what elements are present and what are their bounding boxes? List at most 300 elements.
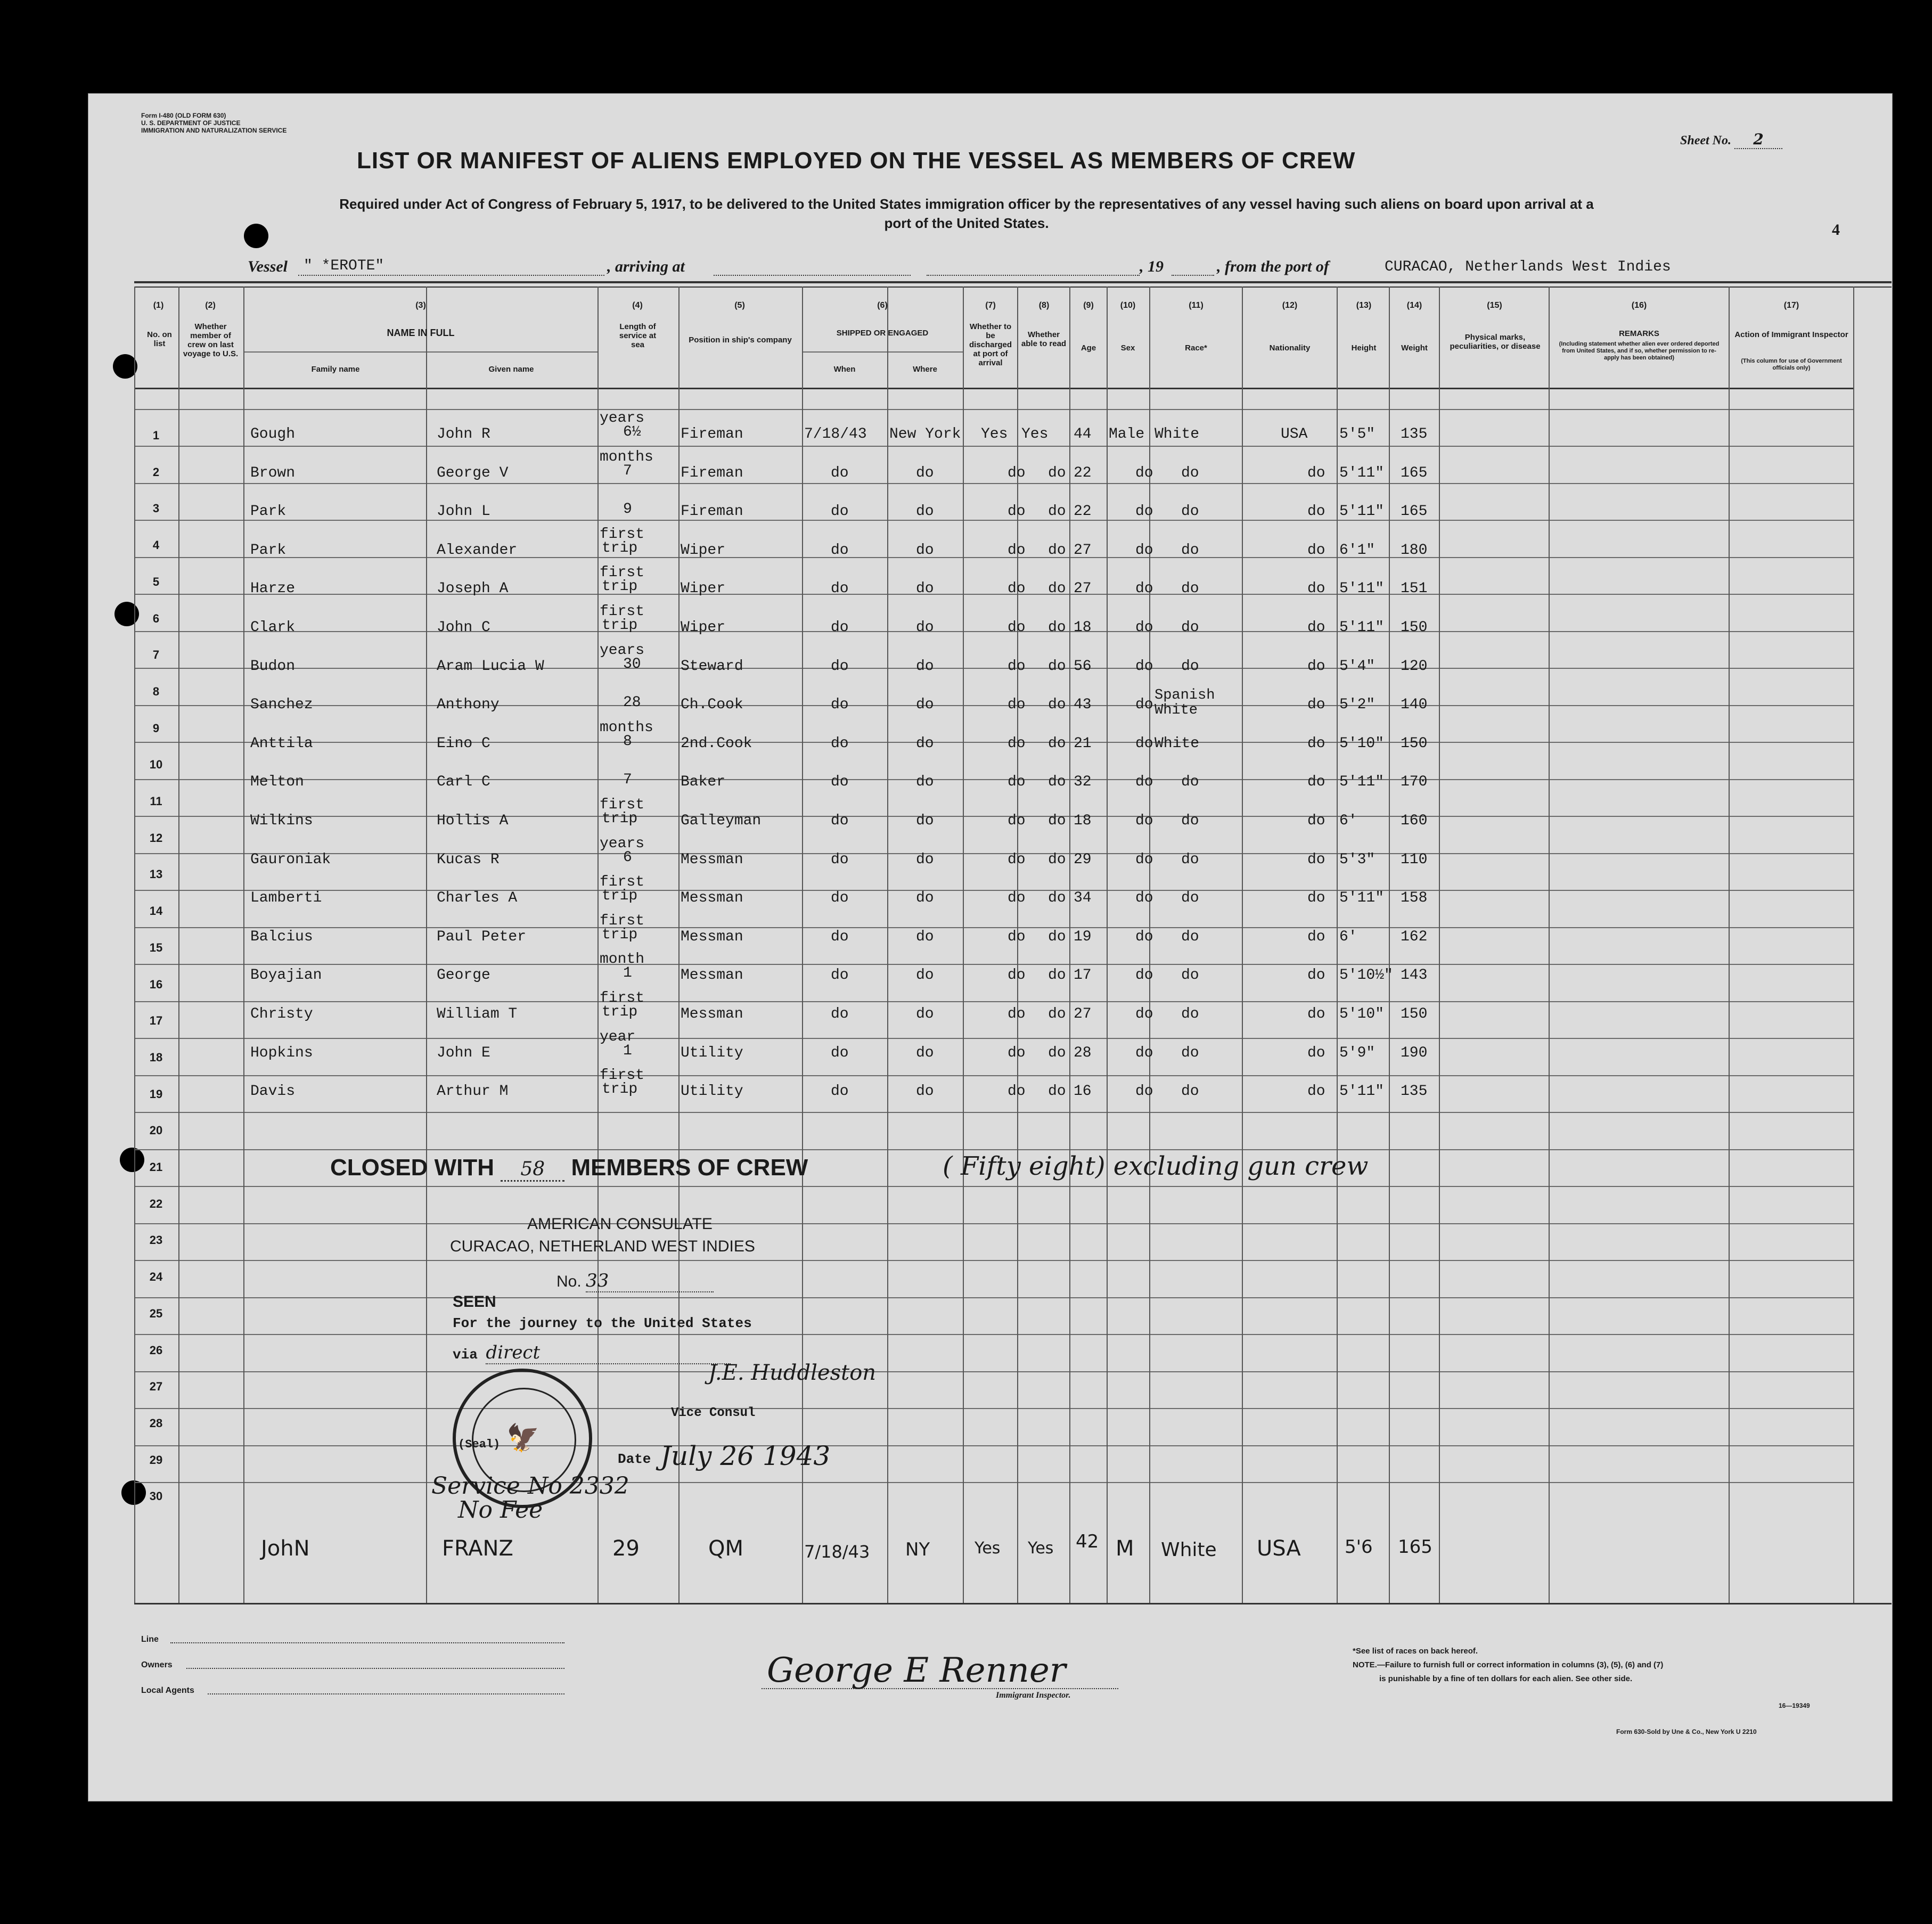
cell-height: 5'3" (1339, 851, 1376, 868)
col6-when: When (833, 365, 856, 374)
cell-nationality: do (1307, 1083, 1325, 1100)
table-column-rule (597, 286, 599, 1603)
cell-age: 19 (1074, 928, 1092, 945)
cell-nationality: do (1307, 735, 1325, 752)
cell-discharged: do (1008, 928, 1026, 945)
cell-nationality: do (1307, 542, 1325, 559)
cell-discharged: do (1008, 735, 1026, 752)
cell-shipped-where: do (916, 774, 934, 791)
cell-height: 5'11" (1339, 1083, 1385, 1100)
cell-service-value: 1 (623, 965, 632, 982)
table-rule (134, 742, 1853, 743)
closed-handwritten: ( Fifty eight) excluding gun crew (943, 1151, 1369, 1181)
cell-position: 2nd.Cook (681, 735, 752, 752)
cell-able-to-read: do (1048, 464, 1066, 481)
cell-shipped-when: do (831, 1083, 849, 1100)
cell-weight: 143 (1401, 967, 1428, 984)
table-rule (134, 631, 1853, 632)
cell-sex: do (1135, 1006, 1153, 1022)
cell-weight: 150 (1401, 1006, 1428, 1022)
cell-shipped-where: do (916, 464, 934, 481)
cell-given-name: George V (437, 464, 509, 481)
col8-label: Whether able to read (1021, 330, 1067, 348)
cell-family-name: Gauroniak (250, 851, 331, 868)
row30-weight: 165 (1398, 1536, 1432, 1558)
cell-able-to-read: do (1048, 697, 1066, 714)
cell-height: 5'2" (1339, 697, 1376, 714)
cell-service-value: 8 (623, 733, 632, 750)
cell-shipped-when: do (831, 658, 849, 675)
cell-position: Wiper (681, 542, 726, 559)
cell-given-name: Joseph A (437, 580, 509, 597)
cell-position: Messman (681, 890, 743, 907)
cell-shipped-when: do (831, 928, 849, 945)
row-number: 9 (152, 721, 160, 735)
table-column-rule (1107, 286, 1108, 1603)
table-rule (134, 1603, 1892, 1604)
journey-label: For the journey to the United States (453, 1315, 752, 1331)
closed-suffix: MEMBERS OF CREW (571, 1155, 808, 1181)
col13-num: (13) (1356, 301, 1372, 310)
cell-shipped-where: do (916, 1044, 934, 1061)
col10-num: (10) (1120, 301, 1136, 310)
cell-sex: do (1135, 542, 1153, 559)
cell-age: 27 (1074, 542, 1092, 559)
date-label: Date (618, 1451, 651, 1467)
service-no: Service No 2332 (431, 1472, 629, 1500)
form-id: Form I-480 (OLD FORM 630) (141, 112, 226, 119)
cell-age: 18 (1074, 813, 1092, 829)
service: IMMIGRATION AND NATURALIZATION SERVICE (141, 127, 287, 134)
eagle-icon: 🦅 (506, 1423, 540, 1453)
table-column-rule (178, 286, 179, 1603)
cell-service-unit: years (600, 835, 645, 852)
cell-family-name: Harze (250, 580, 296, 597)
row-number: 29 (149, 1453, 163, 1467)
cell-age: 56 (1074, 658, 1092, 675)
cell-race: do (1181, 503, 1199, 520)
from-label: , from the port of (1217, 258, 1329, 275)
cell-height: 5'11" (1339, 774, 1385, 791)
cell-weight: 140 (1401, 697, 1428, 714)
cell-family-name: Lamberti (250, 890, 322, 907)
row30-when: 7/18/43 (804, 1542, 870, 1562)
year-dots (1172, 275, 1214, 276)
row-number: 30 (149, 1489, 163, 1503)
vessel-label: Vessel (248, 258, 288, 275)
port-name: CURACAO, Netherlands West Indies (1385, 259, 1671, 275)
cell-sex: do (1135, 774, 1153, 791)
cell-able-to-read: do (1048, 1006, 1066, 1022)
cell-position: Fireman (681, 426, 743, 443)
cell-nationality: do (1307, 619, 1325, 636)
cell-family-name: Sanchez (250, 697, 313, 714)
cell-family-name: Christy (250, 1006, 313, 1022)
cell-weight: 110 (1401, 851, 1428, 868)
cell-discharged: do (1008, 890, 1026, 907)
cell-family-name: Gough (250, 426, 296, 443)
row30-sex: M (1116, 1536, 1134, 1561)
cell-shipped-when: do (831, 503, 849, 520)
cell-given-name: Alexander (437, 542, 518, 559)
cell-weight: 165 (1401, 464, 1428, 481)
cell-nationality: do (1307, 503, 1325, 520)
cell-able-to-read: do (1048, 928, 1066, 945)
cell-able-to-read: do (1048, 542, 1066, 559)
cell-service-unit: months (600, 719, 653, 736)
table-rule (134, 964, 1853, 965)
vessel-name: " *EROTE" (304, 258, 384, 274)
cell-weight: 180 (1401, 542, 1428, 559)
cell-age: 21 (1074, 735, 1092, 752)
row30-given: JohN (261, 1536, 310, 1561)
cell-age: 22 (1074, 503, 1092, 520)
consulate-no-label: No. (556, 1273, 582, 1290)
corner-mark: 4 (1832, 221, 1840, 239)
col2-num: (2) (205, 301, 216, 310)
row-number: 1 (152, 429, 160, 442)
via-row (453, 1342, 731, 1364)
row-number: 19 (149, 1087, 163, 1101)
vice-consul-signature: J.E. Huddleston (708, 1361, 877, 1385)
cell-sex: do (1135, 1044, 1153, 1061)
cell-service-value: 6 (623, 849, 632, 866)
cell-family-name: Wilkins (250, 813, 313, 829)
cell-shipped-when: do (831, 464, 849, 481)
row30-position: QM (708, 1536, 743, 1561)
cell-able-to-read: do (1048, 890, 1066, 907)
cell-given-name: John R (437, 426, 490, 443)
cell-sex: do (1135, 464, 1153, 481)
cell-sex: do (1135, 851, 1153, 868)
cell-age: 27 (1074, 1006, 1092, 1022)
cell-given-name: Eino C (437, 735, 490, 752)
cell-height: 5'11" (1339, 580, 1385, 597)
cell-position: Messman (681, 851, 743, 868)
table-rule (134, 1038, 1853, 1039)
cell-service-value: trip (602, 1004, 638, 1020)
col16-num: (16) (1631, 301, 1647, 310)
cell-family-name: Davis (250, 1083, 296, 1100)
cell-age: 34 (1074, 890, 1092, 907)
cell-nationality: do (1307, 774, 1325, 791)
sheet-value: 2 (1734, 130, 1782, 149)
vessel-dots (298, 275, 604, 276)
cell-nationality: do (1307, 1006, 1325, 1022)
cell-shipped-where: do (916, 967, 934, 984)
row-number: 6 (152, 611, 160, 625)
cell-shipped-where: do (916, 735, 934, 752)
cell-race: do (1181, 580, 1199, 597)
cell-discharged: do (1008, 580, 1026, 597)
cell-discharged: do (1008, 813, 1026, 829)
cell-given-name: John L (437, 503, 490, 520)
note-races: *See list of races on back hereof. (1353, 1647, 1478, 1656)
cell-nationality: do (1307, 890, 1325, 907)
cell-family-name: Park (250, 542, 286, 559)
cell-race: do (1181, 464, 1199, 481)
cell-height: 5'11" (1339, 503, 1385, 520)
cell-able-to-read: do (1048, 658, 1066, 675)
cell-nationality: do (1307, 464, 1325, 481)
punch-hole (120, 1148, 144, 1172)
table-rule (134, 705, 1853, 706)
cell-discharged: do (1008, 1006, 1026, 1022)
cell-able-to-read: Yes (1021, 426, 1049, 443)
cell-shipped-when: do (831, 774, 849, 791)
table-column-rule (243, 286, 244, 1603)
row-number: 24 (149, 1270, 163, 1284)
table-rule (134, 286, 1892, 288)
table-rule (134, 1371, 1853, 1372)
col2-label: Whether member of crew on last voyage to U.S. (183, 322, 239, 358)
cell-family-name: Budon (250, 658, 296, 675)
cell-height: 5'11" (1339, 619, 1385, 636)
cell-shipped-when: do (831, 967, 849, 984)
cell-given-name: John E (437, 1044, 490, 1061)
cell-shipped-when: do (831, 890, 849, 907)
footer-line-label: Line (141, 1635, 159, 1644)
cell-age: 29 (1074, 851, 1092, 868)
table-rule (134, 1001, 1853, 1002)
row-number: 2 (152, 465, 160, 479)
table-rule (243, 351, 597, 353)
cell-family-name: Balcius (250, 928, 313, 945)
col1-label: No. on list (147, 330, 172, 348)
form-code: 16—19349 (1779, 1702, 1810, 1709)
col14-label: Weight (1401, 343, 1428, 353)
table-column-rule (802, 286, 803, 1603)
row30-nationality: USA (1257, 1536, 1301, 1561)
closed-label: CLOSED WITH (330, 1155, 494, 1181)
cell-weight: 150 (1401, 735, 1428, 752)
cell-family-name: Hopkins (250, 1044, 313, 1061)
col14-num: (14) (1406, 301, 1422, 310)
footer-agents-dots (208, 1693, 564, 1694)
row-number: 27 (149, 1380, 163, 1394)
cell-service-unit: first (600, 564, 645, 582)
row-number: 17 (149, 1014, 163, 1028)
table-column-rule (1439, 286, 1440, 1603)
cell-service-unit: first (600, 990, 645, 1006)
col7-num: (7) (985, 301, 996, 310)
cell-nationality: do (1307, 697, 1325, 714)
col3-label: NAME IN FULL (387, 328, 455, 338)
consulate-no (556, 1270, 714, 1292)
cell-discharged: do (1008, 697, 1026, 714)
cell-shipped-where: do (916, 542, 934, 559)
cell-able-to-read: do (1048, 580, 1066, 597)
row-number: 18 (149, 1050, 163, 1064)
cell-position: Baker (681, 774, 726, 791)
cell-given-name: Carl C (437, 774, 490, 791)
cell-discharged: do (1008, 1083, 1026, 1100)
table-column-rule (887, 351, 888, 1603)
cell-height: 5'5" (1339, 426, 1376, 443)
cell-shipped-where: do (916, 851, 934, 868)
cell-able-to-read: do (1048, 1083, 1066, 1100)
col8-num: (8) (1038, 301, 1050, 310)
cell-height: 5'4" (1339, 658, 1376, 675)
cell-race: do (1181, 1006, 1199, 1022)
table-rule (134, 483, 1853, 484)
cell-position: Ch.Cook (681, 697, 743, 714)
row-number: 20 (149, 1124, 163, 1137)
row30-family: FRANZ (442, 1536, 513, 1561)
note-failure: NOTE.—Failure to furnish full or correct information in columns (3), (5), (6) and (7) (1353, 1660, 1664, 1669)
cell-service-value: trip (602, 1081, 638, 1098)
table-rule (134, 557, 1853, 558)
cell-age: 32 (1074, 774, 1092, 791)
cell-shipped-when: do (831, 697, 849, 714)
cell-sex: do (1135, 658, 1153, 675)
cell-family-name: Clark (250, 619, 296, 636)
cell-position: Fireman (681, 503, 743, 520)
cell-service-value: 9 (623, 501, 632, 518)
col15-label: Physical marks, peculiarities, or disease (1450, 333, 1541, 351)
cell-shipped-where: do (916, 697, 934, 714)
cell-position: Messman (681, 967, 743, 984)
date-dots (927, 275, 1140, 276)
cell-discharged: do (1008, 619, 1026, 636)
table-rule (134, 1223, 1853, 1224)
row-number: 23 (149, 1233, 163, 1247)
cell-given-name: Arthur M (437, 1083, 509, 1100)
cell-discharged: do (1008, 774, 1026, 791)
cell-position: Wiper (681, 580, 726, 597)
cell-weight: 170 (1401, 774, 1428, 791)
cell-service-unit: first (600, 797, 645, 813)
row30-where: NY (905, 1539, 930, 1560)
cell-given-name: John C (437, 619, 490, 636)
cell-nationality: do (1307, 967, 1325, 984)
table-rule (134, 388, 1853, 389)
cell-shipped-where: do (916, 928, 934, 945)
cell-able-to-read: do (1048, 503, 1066, 520)
col17-label: Action of Immigrant Inspector (1734, 330, 1848, 339)
row-number: 25 (149, 1306, 163, 1320)
cell-height: 5'11" (1339, 464, 1385, 481)
cell-able-to-read: do (1048, 813, 1066, 829)
table-rule (802, 351, 963, 353)
cell-shipped-when: do (831, 1006, 849, 1022)
row-number: 11 (150, 795, 162, 808)
via-label: via (453, 1347, 478, 1363)
row30-discharged: Yes (975, 1539, 1001, 1558)
cell-race: Spanish White (1155, 687, 1215, 719)
table-rule (134, 1297, 1853, 1298)
cell-weight: 158 (1401, 890, 1428, 907)
cell-given-name: Hollis A (437, 813, 509, 829)
cell-race: White (1155, 735, 1200, 752)
cell-weight: 190 (1401, 1044, 1428, 1061)
table-rule (134, 668, 1853, 669)
cell-position: Galleyman (681, 813, 762, 829)
cell-race: do (1181, 813, 1199, 829)
table-rule (134, 446, 1853, 447)
cell-race: do (1181, 928, 1199, 945)
seal-label: (Seal) (458, 1438, 501, 1451)
cell-given-name: Kucas R (437, 851, 500, 868)
cell-nationality: do (1307, 1044, 1325, 1061)
cell-shipped-when: do (831, 1044, 849, 1061)
cell-given-name: William T (437, 1006, 518, 1022)
table-column-rule (1549, 286, 1550, 1603)
seen-label: SEEN (453, 1293, 496, 1311)
cell-service-value: trip (602, 539, 638, 556)
cell-family-name: Brown (250, 464, 296, 481)
cell-race: do (1181, 1044, 1199, 1061)
cell-position: Steward (681, 658, 743, 675)
footer-line-dots (170, 1642, 564, 1643)
col6-where: Where (913, 365, 937, 374)
cell-given-name: Aram Lucia W (437, 658, 544, 675)
footer-owners-label: Owners (141, 1660, 173, 1669)
table-rule (134, 1075, 1853, 1076)
col16-sub: (Including statement whether alien ever ordered deported from United States, and if so, whether permission to re-apply has been obtained) (1559, 341, 1720, 361)
cell-service-unit: first (600, 912, 645, 929)
cell-sex: Male (1109, 426, 1145, 443)
cell-family-name: Park (250, 503, 286, 520)
cell-service-value: 28 (623, 694, 641, 711)
arriving-dots (714, 275, 911, 276)
col5-num: (5) (734, 301, 745, 310)
cell-shipped-when: 7/18/43 (804, 426, 867, 443)
cell-shipped-where: do (916, 813, 934, 829)
cell-discharged: do (1008, 851, 1026, 868)
col17-sub: (This column for use of Government officials only) (1741, 358, 1842, 371)
cell-height: 5'10" (1339, 1006, 1385, 1022)
col4-label: Length of service at sea (619, 322, 657, 349)
cell-sex: do (1135, 697, 1153, 714)
cell-nationality: do (1307, 658, 1325, 675)
cell-service-unit: years (600, 410, 645, 427)
table-rule (134, 1186, 1853, 1187)
cell-sex: do (1135, 503, 1153, 520)
cell-discharged: do (1008, 967, 1026, 984)
col17-num: (17) (1783, 301, 1799, 310)
col13-label: Height (1351, 343, 1377, 353)
col3-family: Family name (311, 365, 360, 374)
table-column-rule (1242, 286, 1243, 1603)
cell-height: 5'11" (1339, 890, 1385, 907)
cell-service-value: 30 (623, 656, 641, 673)
row-number: 16 (149, 977, 163, 991)
cell-family-name: Anttila (250, 735, 313, 752)
cell-height: 5'10" (1339, 735, 1385, 752)
table-rule (134, 1149, 1853, 1150)
col16-label: REMARKS (1619, 329, 1659, 338)
sheet-number (1680, 130, 1782, 149)
cell-height: 6' (1339, 813, 1357, 829)
cell-nationality: do (1307, 813, 1325, 829)
row30-age: 42 (1076, 1531, 1099, 1552)
col11-num: (11) (1189, 301, 1204, 310)
cell-able-to-read: do (1048, 619, 1066, 636)
cell-race: do (1181, 619, 1199, 636)
col6-label: SHIPPED OR ENGAGED (836, 329, 929, 338)
cell-shipped-where: do (916, 619, 934, 636)
cell-family-name: Melton (250, 774, 304, 791)
cell-service-value: trip (602, 578, 638, 595)
cell-service-value: 1 (623, 1042, 632, 1059)
table-rule (134, 853, 1853, 854)
row-number: 7 (152, 648, 160, 662)
table-rule (134, 890, 1853, 891)
cell-shipped-where: do (916, 658, 934, 675)
arriving-label: , arriving at (607, 258, 685, 275)
table-column-rule (134, 286, 135, 1603)
